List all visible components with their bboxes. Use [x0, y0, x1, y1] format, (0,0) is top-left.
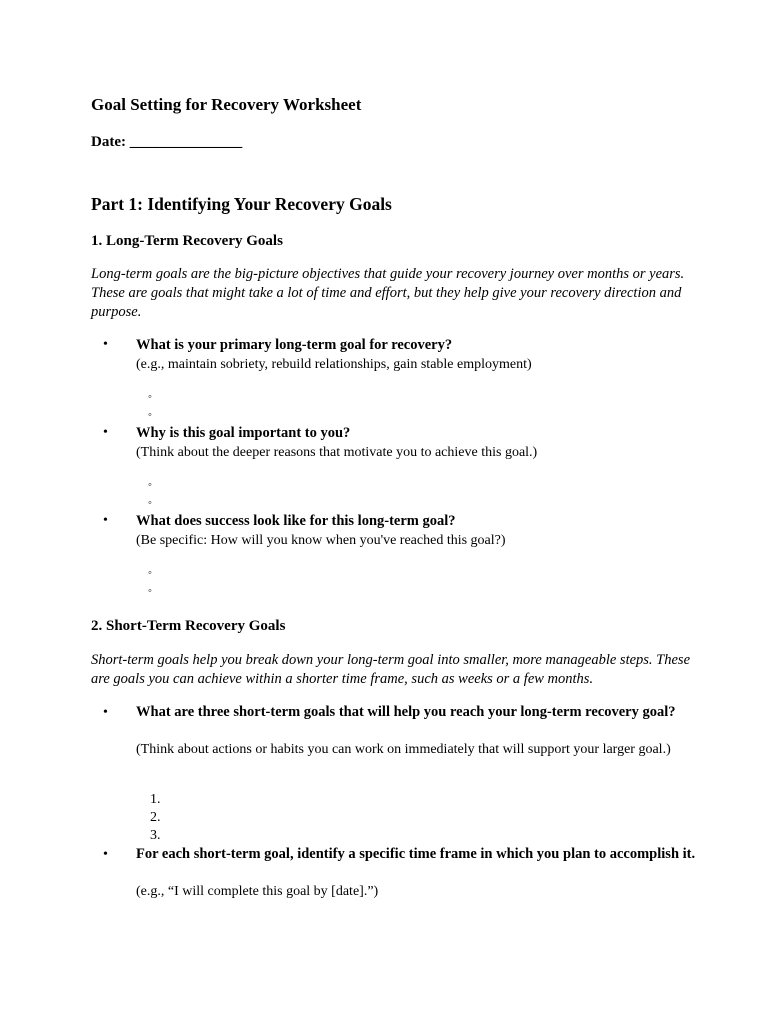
bullet: •	[103, 847, 108, 862]
bullet: •	[103, 337, 108, 352]
question-time-frame: For each short-term goal, identify a specific time frame in which you plan to accomplish it.	[136, 846, 696, 862]
question-three-goals: What are three short-term goals that will help you reach your long-term recovery goal?	[136, 704, 676, 720]
hint-time-frame: (e.g., “I will complete this goal by [date].”)	[136, 884, 379, 899]
part1-title: Part 1: Identifying Your Recovery Goals	[91, 194, 392, 214]
bullet: •	[103, 705, 108, 720]
answer-bullet: ◦	[148, 409, 152, 421]
hint-success: (Be specific: How will you know when you've reached this goal?)	[136, 533, 506, 548]
hint-primary-goal: (e.g., maintain sobriety, rebuild relationships, gain stable employment)	[136, 357, 532, 372]
answer-bullet: ◦	[148, 479, 152, 491]
answer-bullet: ◦	[148, 567, 152, 579]
answer-bullet: ◦	[148, 585, 152, 597]
hint-three-goals: (Think about actions or habits you can work on immediately that will support your larger goal.)	[136, 742, 671, 757]
document-title: Goal Setting for Recovery Worksheet	[91, 95, 362, 114]
question-why-important: Why is this goal important to you?	[136, 425, 351, 441]
hint-why-important: (Think about the deeper reasons that motivate you to achieve this goal.)	[136, 445, 538, 460]
numbered-item: 2.	[150, 810, 161, 825]
section1-intro: Long-term goals are the big-picture objectives that guide your recovery journey over months or years. These are goals that might take a lot of time and effort, but they help give your recovery direction and purpose.	[91, 266, 685, 320]
section2-heading: 2. Short-Term Recovery Goals	[91, 618, 286, 634]
answer-bullet: ◦	[148, 497, 152, 509]
section2-intro: Short-term goals help you break down your long-term goal into smaller, more manageable steps. These are goals you can achieve within a shorter time frame, such as weeks or a few months.	[91, 652, 691, 687]
date-field: Date: _______________	[91, 134, 243, 150]
bullet: •	[103, 513, 108, 528]
bullet: •	[103, 425, 108, 440]
section1-heading: 1. Long-Term Recovery Goals	[91, 233, 283, 249]
question-success: What does success look like for this long-term goal?	[136, 513, 456, 529]
question-primary-goal: What is your primary long-term goal for recovery?	[136, 337, 453, 353]
answer-bullet: ◦	[148, 391, 152, 403]
numbered-item: 1.	[150, 792, 161, 807]
numbered-item: 3.	[150, 828, 161, 843]
